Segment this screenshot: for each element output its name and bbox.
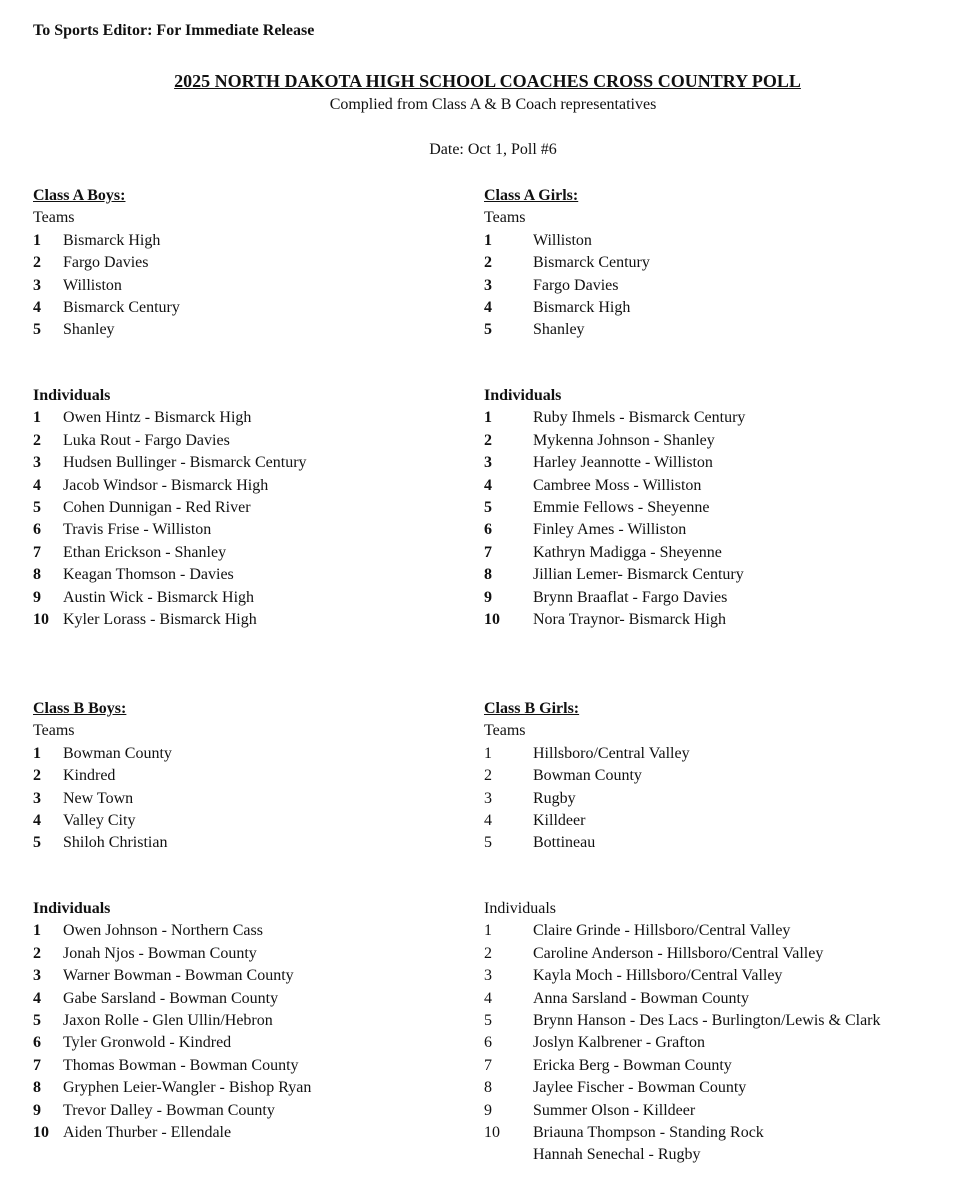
rank: 8: [33, 1079, 41, 1097]
individual-row: [484, 988, 881, 1010]
individual-row: [33, 988, 311, 1010]
individuals-label: Individuals: [484, 387, 562, 404]
team-name: Valley City: [63, 811, 136, 829]
individual-row: [33, 1032, 311, 1054]
rank: 4: [33, 476, 41, 494]
rank: 3: [33, 454, 41, 472]
individual-row: [33, 965, 311, 987]
individual-row: [33, 609, 307, 631]
team-row: [484, 765, 690, 787]
runner-name: Keagan Thomson - Davies: [63, 566, 234, 584]
individual-row: [484, 965, 881, 987]
rank: 4: [484, 476, 492, 494]
rank: 3: [33, 789, 41, 807]
individual-row: [484, 1122, 881, 1144]
rank: 4: [484, 298, 492, 316]
team-name: Williston: [63, 276, 122, 294]
runner-name: Tyler Gronwold - Kindred: [63, 1034, 232, 1052]
section-title: Class B Girls:: [484, 700, 580, 717]
team-name: Bottineau: [533, 834, 596, 852]
team-row: [33, 810, 172, 832]
team-name: Fargo Davies: [63, 254, 149, 272]
team-row: [484, 252, 650, 274]
rank: 2: [484, 431, 492, 449]
rank: 1: [33, 409, 41, 427]
rank: 5: [33, 1011, 41, 1029]
runner-name: Brynn Braaflat - Fargo Davies: [533, 588, 728, 606]
rank: 4: [484, 811, 492, 829]
individual-row: [33, 564, 307, 586]
page-title: 2025 NORTH DAKOTA HIGH SCHOOL COACHES CROSS COUNTRY POLL: [174, 71, 801, 91]
rank: 5: [33, 321, 41, 339]
individuals-label: Individuals: [33, 900, 111, 917]
rank: 9: [33, 1101, 41, 1119]
rank: 7: [484, 1056, 492, 1074]
team-name: Shiloh Christian: [63, 834, 168, 852]
class-a-girls-section: [484, 185, 650, 342]
class-a-boys-individuals: [33, 385, 307, 631]
individual-row: [33, 407, 307, 429]
team-name: Shanley: [533, 321, 585, 339]
section-title: Class A Girls:: [484, 187, 579, 204]
rank: 2: [484, 254, 492, 272]
runner-name: Ericka Berg - Bowman County: [533, 1056, 732, 1074]
rank: 6: [484, 521, 492, 539]
runner-name: Nora Traynor- Bismarck High: [533, 610, 726, 628]
individual-row: [33, 475, 307, 497]
class-a-girls-individuals: [484, 385, 745, 631]
rank: 9: [33, 588, 41, 606]
rank: 6: [33, 1034, 41, 1052]
rank: 1: [484, 922, 492, 940]
team-row: [484, 230, 650, 252]
team-name: Shanley: [63, 321, 115, 339]
rank: 10: [484, 610, 500, 628]
runner-name: Kayla Moch - Hillsboro/Central Valley: [533, 967, 783, 985]
team-name: Bowman County: [533, 767, 642, 785]
runner-name: Cambree Moss - Williston: [533, 476, 702, 494]
rank: 5: [484, 498, 492, 516]
class-b-boys-section: [33, 698, 172, 855]
rank: 5: [484, 1011, 492, 1029]
rank: 1: [484, 744, 492, 762]
rank: 3: [484, 276, 492, 294]
runner-name: Cohen Dunnigan - Red River: [63, 498, 251, 516]
teams-label: Teams: [484, 209, 526, 227]
runner-name: Kathryn Madigga - Sheyenne: [533, 543, 722, 561]
teams-label: Teams: [33, 209, 75, 227]
individual-row: [33, 1122, 311, 1144]
rank: 3: [484, 967, 492, 985]
teams-label: Teams: [33, 722, 75, 740]
team-name: Bismarck Century: [63, 298, 180, 316]
tie-entry: Hannah Senechal - Rugby: [533, 1146, 701, 1164]
team-row: [33, 832, 172, 854]
runner-name: Brynn Hanson - Des Lacs - Burlington/Lewis & Clark: [533, 1011, 881, 1029]
class-b-boys-individuals: [33, 898, 311, 1144]
runner-name: Jonah Njos - Bowman County: [63, 944, 257, 962]
individual-row: [484, 564, 745, 586]
individual-row: [33, 430, 307, 452]
runner-name: Gabe Sarsland - Bowman County: [63, 989, 279, 1007]
rank: 4: [33, 298, 41, 316]
runner-name: Owen Johnson - Northern Cass: [63, 922, 263, 940]
rank: 3: [484, 789, 492, 807]
runner-name: Aiden Thurber - Ellendale: [63, 1123, 232, 1141]
individual-row: [484, 1010, 881, 1032]
individuals-label: Individuals: [484, 900, 556, 917]
runner-name: Travis Frise - Williston: [63, 521, 212, 539]
rank: 3: [33, 276, 41, 294]
individual-row: [484, 497, 745, 519]
individual-row: [484, 1077, 881, 1099]
section-title: Class A Boys:: [33, 187, 126, 204]
rank: 6: [484, 1034, 492, 1052]
individual-row: [484, 519, 745, 541]
individual-row: [484, 609, 745, 631]
rank: 2: [33, 944, 41, 962]
team-row: [484, 832, 690, 854]
runner-name: Kyler Lorass - Bismarck High: [63, 610, 257, 628]
individual-row: [484, 943, 881, 965]
rank: 2: [33, 254, 41, 272]
rank: 8: [484, 1079, 492, 1097]
rank: 10: [33, 1123, 49, 1141]
runner-name: Warner Bowman - Bowman County: [63, 967, 294, 985]
individual-row: [484, 1055, 881, 1077]
team-row: [33, 297, 180, 319]
rank: 1: [33, 231, 41, 249]
runner-name: Briauna Thompson - Standing Rock: [533, 1123, 764, 1141]
rank: 1: [484, 409, 492, 427]
teams-label: Teams: [484, 722, 526, 740]
team-name: Rugby: [533, 789, 576, 807]
rank: 7: [33, 543, 41, 561]
individual-row: [33, 452, 307, 474]
individual-row: [33, 1100, 311, 1122]
rank: 5: [484, 321, 492, 339]
teams-list: [33, 230, 180, 342]
runner-name: Emmie Fellows - Sheyenne: [533, 498, 710, 516]
rank: 1: [33, 744, 41, 762]
rank: 5: [484, 834, 492, 852]
rank: 4: [484, 989, 492, 1007]
team-row: [484, 788, 690, 810]
rank: 10: [33, 610, 49, 628]
individual-row: [484, 920, 881, 942]
rank: 6: [33, 521, 41, 539]
runner-name: Austin Wick - Bismarck High: [63, 588, 255, 606]
runner-name: Finley Ames - Williston: [533, 521, 687, 539]
rank: 3: [33, 967, 41, 985]
team-name: Hillsboro/Central Valley: [533, 744, 690, 762]
team-row: [33, 788, 172, 810]
rank: 2: [33, 431, 41, 449]
rank: 4: [33, 811, 41, 829]
rank: 8: [33, 566, 41, 584]
team-name: New Town: [63, 789, 134, 807]
rank: 3: [484, 454, 492, 472]
runner-name: Owen Hintz - Bismarck High: [63, 409, 252, 427]
individual-row: [33, 920, 311, 942]
team-row: [484, 810, 690, 832]
rank: 4: [33, 989, 41, 1007]
team-name: Killdeer: [533, 811, 586, 829]
runner-name: Hudsen Bullinger - Bismarck Century: [63, 454, 307, 472]
runner-name: Claire Grinde - Hillsboro/Central Valley: [533, 922, 791, 940]
individual-row: [33, 1010, 311, 1032]
rank: 10: [484, 1123, 500, 1141]
rank: 2: [33, 767, 41, 785]
rank: 7: [33, 1056, 41, 1074]
team-row: [484, 319, 650, 341]
rank: 2: [484, 767, 492, 785]
runner-name: Trevor Dalley - Bowman County: [63, 1101, 275, 1119]
individual-row: [33, 943, 311, 965]
release-header: To Sports Editor: For Immediate Release: [33, 22, 315, 39]
team-row: [33, 319, 180, 341]
team-name: Kindred: [63, 767, 116, 785]
runner-name: Jacob Windsor - Bismarck High: [63, 476, 269, 494]
rank: 1: [484, 231, 492, 249]
individual-row: [33, 519, 307, 541]
team-row: [33, 765, 172, 787]
runner-name: Gryphen Leier-Wangler - Bishop Ryan: [63, 1079, 312, 1097]
runner-name: Ruby Ihmels - Bismarck Century: [533, 409, 746, 427]
individual-row: [484, 407, 745, 429]
individual-row: [484, 1100, 881, 1122]
runner-name: Mykenna Johnson - Shanley: [533, 431, 715, 449]
runner-name: Jaxon Rolle - Glen Ullin/Hebron: [63, 1011, 273, 1029]
rank: 9: [484, 1101, 492, 1119]
individual-row: [484, 452, 745, 474]
runner-name: Thomas Bowman - Bowman County: [63, 1056, 299, 1074]
individual-row: [484, 587, 745, 609]
individual-row: [484, 475, 745, 497]
rank: 1: [33, 922, 41, 940]
team-name: Bismarck High: [63, 231, 161, 249]
team-name: Bismarck Century: [533, 254, 650, 272]
individual-row: [33, 1077, 311, 1099]
runner-name: Summer Olson - Killdeer: [533, 1101, 696, 1119]
team-name: Bowman County: [63, 744, 172, 762]
team-row: [33, 230, 180, 252]
rank: 2: [484, 944, 492, 962]
class-a-boys-section: [33, 185, 180, 342]
individual-row: [33, 1055, 311, 1077]
team-row: [484, 275, 650, 297]
individual-row: [484, 542, 745, 564]
poll-date: Date: Oct 1, Poll #6: [429, 141, 557, 158]
section-title: Class B Boys:: [33, 700, 127, 717]
team-name: Bismarck High: [533, 298, 631, 316]
team-name: Fargo Davies: [533, 276, 619, 294]
rank: 8: [484, 566, 492, 584]
team-row: [484, 297, 650, 319]
rank: 5: [33, 834, 41, 852]
individuals-label: Individuals: [33, 387, 111, 404]
individual-row: [33, 497, 307, 519]
individual-row: [33, 542, 307, 564]
rank: 7: [484, 543, 492, 561]
class-b-girls-individuals: [484, 898, 881, 1167]
rank: 9: [484, 588, 492, 606]
runner-name: Luka Rout - Fargo Davies: [63, 431, 230, 449]
team-row: [484, 743, 690, 765]
team-row: [33, 743, 172, 765]
team-row: [33, 275, 180, 297]
runner-name: Caroline Anderson - Hillsboro/Central Valley: [533, 944, 824, 962]
team-row: [33, 252, 180, 274]
class-b-girls-section: [484, 698, 690, 855]
runner-name: Jaylee Fischer - Bowman County: [533, 1079, 747, 1097]
individual-row: [33, 587, 307, 609]
runner-name: Harley Jeannotte - Williston: [533, 454, 713, 472]
team-name: Williston: [533, 231, 592, 249]
individual-row: [484, 1032, 881, 1054]
runner-name: Ethan Erickson - Shanley: [63, 543, 227, 561]
page-subtitle: Complied from Class A & B Coach representatives: [329, 96, 657, 113]
runner-name: Joslyn Kalbrener - Grafton: [533, 1034, 705, 1052]
individual-row: [484, 430, 745, 452]
runner-name: Anna Sarsland - Bowman County: [533, 989, 749, 1007]
rank: 5: [33, 498, 41, 516]
runner-name: Jillian Lemer- Bismarck Century: [533, 566, 744, 584]
